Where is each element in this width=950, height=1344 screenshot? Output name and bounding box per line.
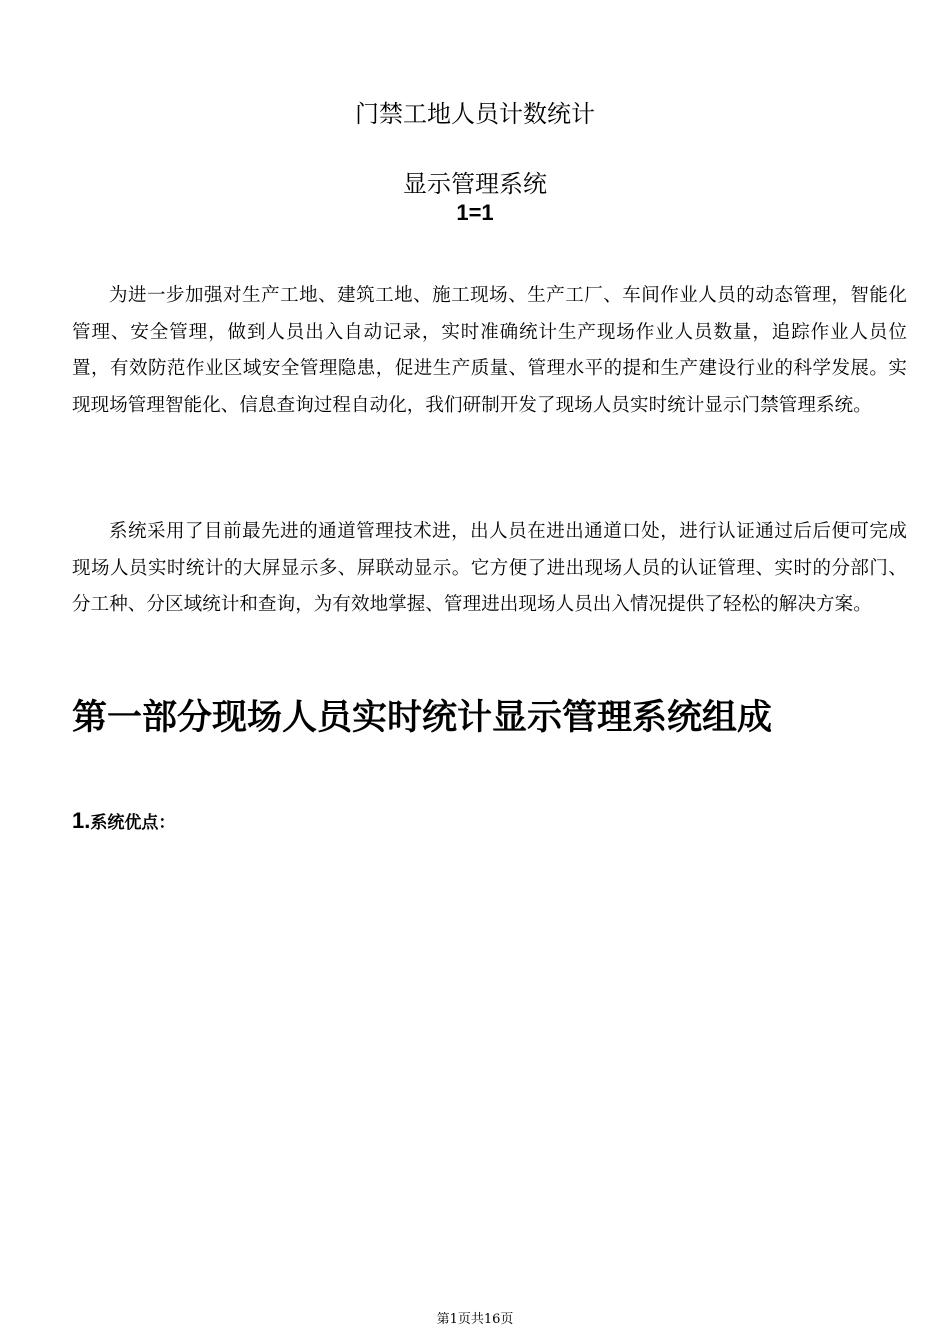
subheading — [72, 806, 175, 834]
subheading-number: 1. — [72, 808, 91, 833]
document-title-line3: 1=1 — [456, 200, 494, 225]
system-description-paragraph: 系统采用了目前最先进的通道管理技术进，出人员在进出通道口处，进行认证通过后后便可完成现场人员实时统计的大屏显示多、屏联动显示。它方便了进出现场人员的认证管理、实时的分部门、分工种、分区域统计和查询，为有效地掌握、管理进出现场人员出入情况提供了轻松的解决方案。 — [72, 521, 907, 615]
page-footer: 第1页共16页 — [436, 1312, 514, 1327]
intro-paragraph: 为进一步加强对生产工地、建筑工地、施工现场、生产工厂、车间作业人员的动态管理，智能化管理、安全管理，做到人员出入自动记录，实时准确统计生产现场作业人员数量，追踪作业人员位置，有效防范作业区域安全管理隐患，促进生产质量、管理水平的提和生产建设行业的科学发展。实现现场管理智能化、信息查询过程自动化，我们研制开发了现场人员实时统计显示门禁管理系统。 — [72, 285, 907, 416]
document-title-line2: 显示管理系统 — [403, 170, 547, 198]
section-heading: 第一部分现场人员实时统计显示管理系统组成 — [72, 698, 773, 738]
subheading-text: 系统优点： — [90, 813, 176, 833]
document-title-line1: 门禁工地人员计数统计 — [355, 100, 595, 128]
